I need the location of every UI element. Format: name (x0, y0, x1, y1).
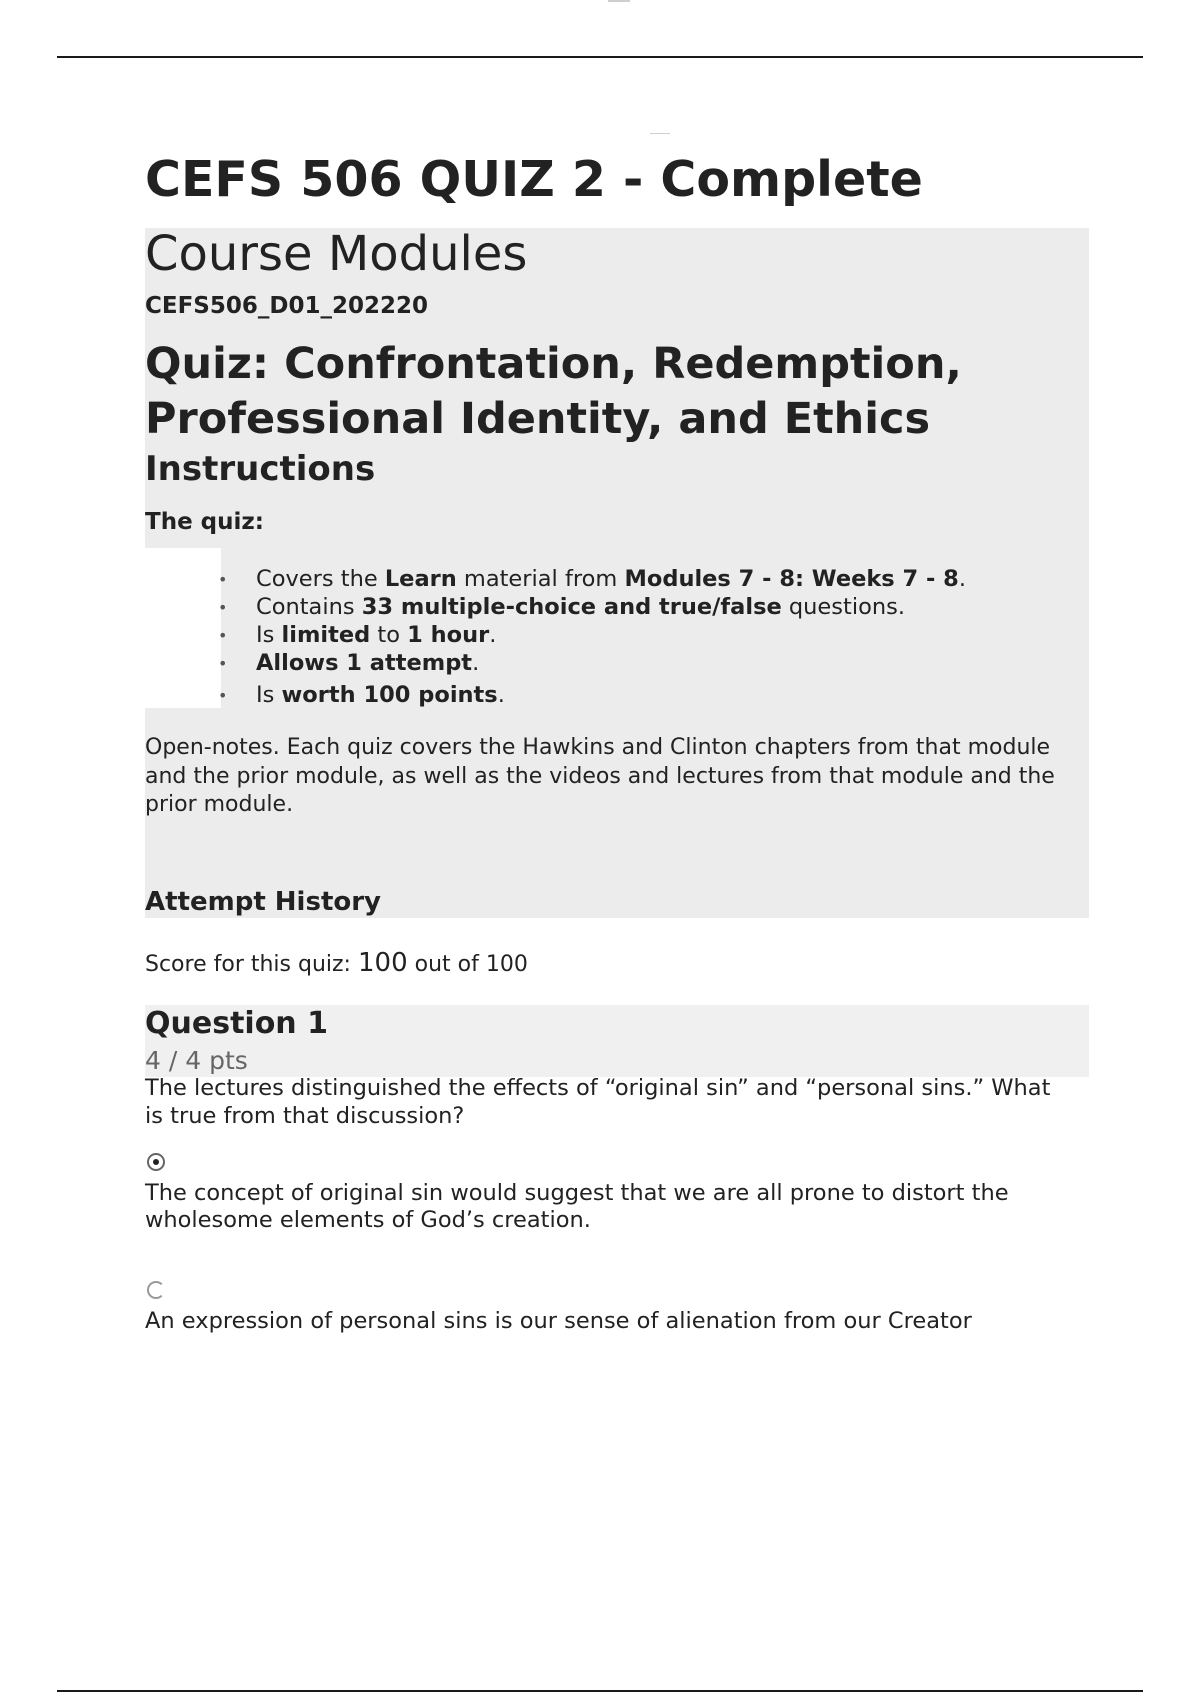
list-item-text (256, 650, 479, 676)
top-rule (57, 56, 1143, 58)
faint-mark (608, 0, 630, 2)
attempt-history-heading: Attempt History (145, 887, 382, 917)
text-run: Covers the (256, 566, 385, 592)
list-item-text (256, 594, 905, 620)
bold-run: 1 hour (407, 622, 490, 648)
list-item (218, 594, 966, 622)
score-line (145, 948, 528, 978)
the-quiz-label: The quiz: (145, 509, 264, 535)
list-item (218, 566, 966, 594)
text-run: Is (256, 622, 282, 648)
question-points: 4 / 4 pts (145, 1046, 248, 1075)
text-run: . (497, 682, 505, 708)
score-suffix: out of 100 (414, 952, 528, 977)
list-item-text (256, 566, 966, 592)
question-text: The lectures distinguished the effects of “original sin” and “personal sins.” What is true from that discussion? (145, 1075, 1051, 1129)
text-run: questions. (781, 594, 905, 620)
panel-notch (145, 548, 221, 708)
bottom-rule (57, 1690, 1143, 1692)
answer-2-text: An expression of personal sins is our sense of alienation from our Creator (145, 1308, 972, 1334)
bold-run: Modules 7 - 8: Weeks 7 - 8 (624, 566, 959, 592)
quiz-rules-list (218, 566, 966, 710)
score-label: Score for this quiz: (145, 952, 351, 977)
bullet-icon: • (218, 570, 228, 589)
score-value: 100 (357, 948, 408, 978)
instructions-heading: Instructions (145, 449, 376, 489)
course-code: CEFS506_D01_202220 (145, 293, 428, 319)
answer-1-text: The concept of original sin would suggest that we are all prone to distort the wholesome elements of God’s creation. (145, 1180, 1009, 1233)
answer-1-radio[interactable] (147, 1153, 165, 1171)
list-item (218, 622, 966, 650)
text-run: to (370, 622, 408, 648)
quiz-title: Quiz: Confrontation, Redemption, Professional Identity, and Ethics (145, 339, 962, 444)
list-item (218, 650, 966, 678)
text-run: Contains (256, 594, 362, 620)
text-run: . (489, 622, 497, 648)
bullet-icon: • (218, 654, 228, 673)
document-title: CEFS 506 QUIZ 2 - Complete (145, 151, 923, 208)
bold-run: limited (281, 622, 371, 648)
bold-run: Learn (384, 566, 457, 592)
list-item-text (256, 622, 496, 648)
text-run: Is (256, 682, 282, 708)
list-item (218, 682, 966, 710)
text-run: . (472, 650, 480, 676)
bold-run: Allows 1 attempt (256, 650, 473, 676)
bullet-icon: • (218, 626, 228, 645)
list-item-text (256, 682, 505, 708)
answer-2-radio[interactable] (147, 1281, 165, 1299)
course-modules-heading[interactable]: Course Modules (145, 226, 528, 282)
bold-run: worth 100 points (281, 682, 498, 708)
bold-run: 33 multiple-choice and true/false (361, 594, 782, 620)
text-run: . (958, 566, 966, 592)
bullet-icon: • (218, 686, 228, 705)
quiz-notes: Open-notes. Each quiz covers the Hawkins and Clinton chapters from that module and the prior module, as well as the videos and lectures from that module and the prior module. (145, 735, 1055, 817)
question-heading: Question 1 (145, 1006, 328, 1041)
bullet-icon: • (218, 598, 228, 617)
faint-mark (650, 133, 670, 134)
text-run: material from (456, 566, 625, 592)
